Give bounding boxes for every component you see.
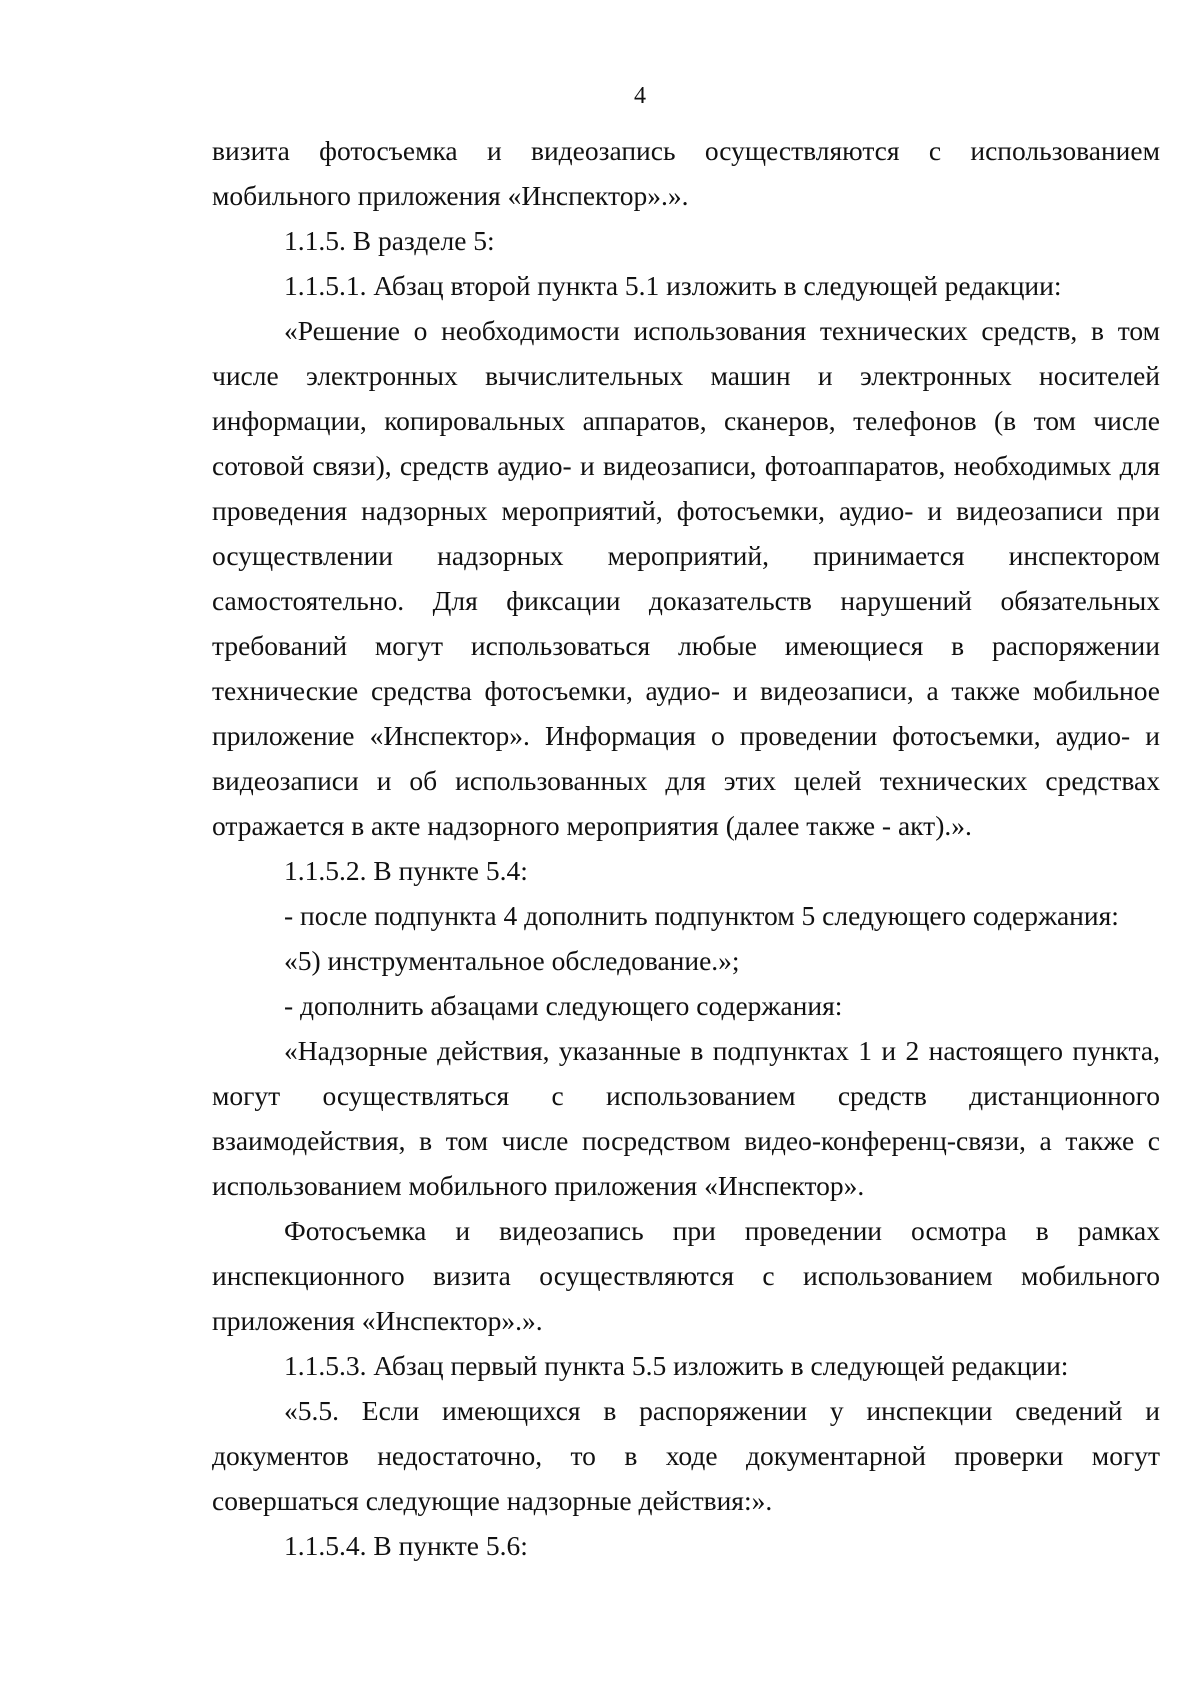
paragraph: - дополнить абзацами следующего содержания: (284, 990, 843, 1021)
paragraph: визита фотосъемка и видеозапись осуществляются с использованием мобильного приложения «Инспектор».». (212, 135, 1160, 211)
paragraph: «Решение о необходимости использования технических средств, в том числе электронных вычислительных машин и электронных носителей информации, копировальных аппаратов, сканеров, телефонов (в том числе сотовой связи), средств аудио- и видеозаписи, фотоаппаратов, необходимых для проведения надзорных мероприятий, фотосъемки, аудио- и видеозаписи при осуществлении надзорных мероприятий, принимается инспектором самостоятельно. Для фиксации доказательств нарушений обязательных требований могут использоваться любые имеющиеся в распоряжении технические средства фотосъемки, аудио- и видеозаписи, а также мобильное приложение «Инспектор». Информация о проведении фотосъемки, аудио- и видеозаписи и об использованных для этих целей технических средствах отражается в акте надзорного мероприятия (далее также - акт).». (212, 315, 1160, 841)
paragraph: «5.5. Если имеющихся в распоряжении у инспекции сведений и документов недостаточно, то в ходе документарной проверки могут совершаться следующие надзорные действия:». (212, 1395, 1160, 1516)
paragraph: Фотосъемка и видеозапись при проведении осмотра в рамках инспекционного визита осуществляются с использованием мобильного приложения «Инспектор».». (212, 1215, 1160, 1336)
paragraph: 1.1.5.3. Абзац первый пункта 5.5 изложить в следующей редакции: (284, 1350, 1069, 1381)
paragraph: 1.1.5.4. В пункте 5.6: (284, 1530, 528, 1561)
document-body (212, 128, 1160, 1568)
paragraph: 1.1.5.1. Абзац второй пункта 5.1 изложить в следующей редакции: (284, 270, 1062, 301)
paragraph: 1.1.5. В разделе 5: (284, 225, 495, 256)
paragraph: - после подпункта 4 дополнить подпунктом 5 следующего содержания: (284, 900, 1119, 931)
paragraph: 1.1.5.2. В пункте 5.4: (284, 855, 528, 886)
page-number: 4 (634, 83, 646, 109)
paragraph: «Надзорные действия, указанные в подпунктах 1 и 2 настоящего пункта, могут осуществляться с использованием средств дистанционного взаимодействия, в том числе посредством видео-конференц-связи, а также с использованием мобильного приложения «Инспектор». (212, 1035, 1160, 1201)
paragraph: «5) инструментальное обследование.»; (284, 945, 740, 976)
